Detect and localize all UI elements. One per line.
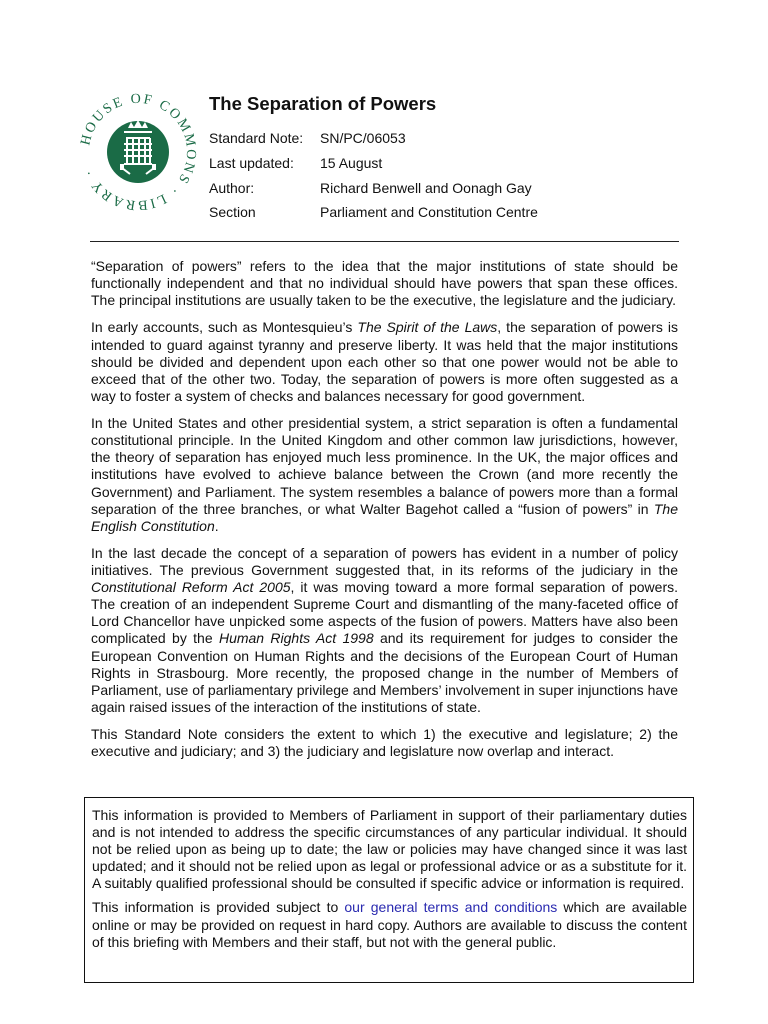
disclaimer-paragraph: This information is provided to Members of Parliament in support of their parliamentary duties and is not intended to address the specific circumstances of any particular individual. It should not be relied upon as being up to date; the law or policies may have changed since it was last updated; and it should not be relied upon as legal or professional advice or as a substitute for it. A suitably qualified professional should be consulted if specific advice or information is required. bbox=[92, 807, 687, 892]
paragraph-montesquieu: In early accounts, such as Montesquieu’s The Spirit of the Laws, the separation of powers is intended to guard against tyranny and preserve liberty. It was held that the major institutions should be divided and dependent upon each other so that one power would not be able to exceed that of the other two. Today, the separation of powers is more often suggested as a way to foster a system of checks and balances necessary for good government. bbox=[91, 319, 678, 404]
meta-value: SN/PC/06053 bbox=[320, 130, 406, 146]
terms-paragraph: This information is provided subject to our general terms and conditions which are available online or may be provided on request in hard copy. Authors are available to discuss the content of this briefing with Members and their staff, but not with the general public. bbox=[92, 899, 688, 950]
meta-author bbox=[209, 179, 538, 204]
disclaimer-box bbox=[84, 797, 694, 983]
paragraph-last-decade: In the last decade the concept of a separation of powers has evident in a number of policy initiatives. The previous Government suggested that, in its reforms of the judiciary in the Constitutional Reform Act 2005, it was moving toward a more formal separation of powers. The creation of an independent Supreme Court and dismantling of the many-faceted office of Lord Chancellor have unpicked some aspects of the fusion of powers. Matters have also been complicated by the Human Rights Act 1998 and its requirement for judges to consider the European Convention on Human Rights and the decisions of the European Court of Human Rights in Strasbourg. More recently, the proposed change in the number of Members of Parliament, use of parliamentary privilege and Members’ involvement in super injunctions have again raised issues of the interaction of the institutions of state. bbox=[91, 544, 678, 715]
meta-value: 15 August bbox=[320, 154, 383, 171]
book-title: The Spirit of the Laws bbox=[357, 319, 498, 336]
house-of-commons-library-logo bbox=[78, 92, 198, 212]
note-metadata bbox=[209, 129, 538, 228]
meta-standard-note bbox=[209, 129, 538, 154]
header-divider bbox=[90, 241, 679, 242]
page-title: The Separation of Powers bbox=[209, 93, 437, 114]
document-body bbox=[91, 258, 678, 770]
meta-section bbox=[209, 203, 538, 228]
paragraph-definition: “Separation of powers” refers to the idea that the major institutions of state should be functionally independent and that no individual should have powers that span these offices. The principal institutions are usually taken to be the executive, the legislature and the judiciary. bbox=[91, 258, 678, 309]
act-title: Human Rights Act 1998 bbox=[218, 630, 374, 647]
meta-value: Parliament and Constitution Centre bbox=[320, 204, 538, 221]
meta-label: Section bbox=[209, 204, 256, 221]
meta-label: Standard Note: bbox=[209, 130, 304, 146]
meta-label: Author: bbox=[209, 179, 255, 196]
meta-value: Richard Benwell and Oonagh Gay bbox=[320, 179, 532, 196]
terms-and-conditions-link[interactable]: our general terms and conditions bbox=[344, 899, 558, 916]
svg-text:HOUSE OF COMMONS · LIBRARY ·: HOUSE OF COMMONS · LIBRARY · bbox=[78, 92, 198, 212]
meta-label: Last updated: bbox=[209, 154, 294, 171]
paragraph-us-uk: In the United States and other presidential system, a strict separation is often a fundamental constitutional principle. In the United Kingdom and other common law jurisdictions, however, the theory of separation has enjoyed much less prominence. In the UK, the major offices and institutions have evolved to achieve balance between the Crown (and more recently the Government) and Parliament. The system resembles a balance of powers more than a formal separation of the three branches, or what Walter Bagehot called a “fusion of powers” in The English Constitution. bbox=[91, 415, 678, 534]
book-title: The English Constitution bbox=[91, 500, 678, 534]
paragraph-scope: This Standard Note considers the extent to which 1) the executive and legislature; 2) the executive and judiciary; and 3) the judiciary and legislature now overlap and interact. bbox=[91, 726, 678, 760]
act-title: Constitutional Reform Act 2005 bbox=[91, 579, 291, 596]
meta-last-updated bbox=[209, 154, 538, 179]
